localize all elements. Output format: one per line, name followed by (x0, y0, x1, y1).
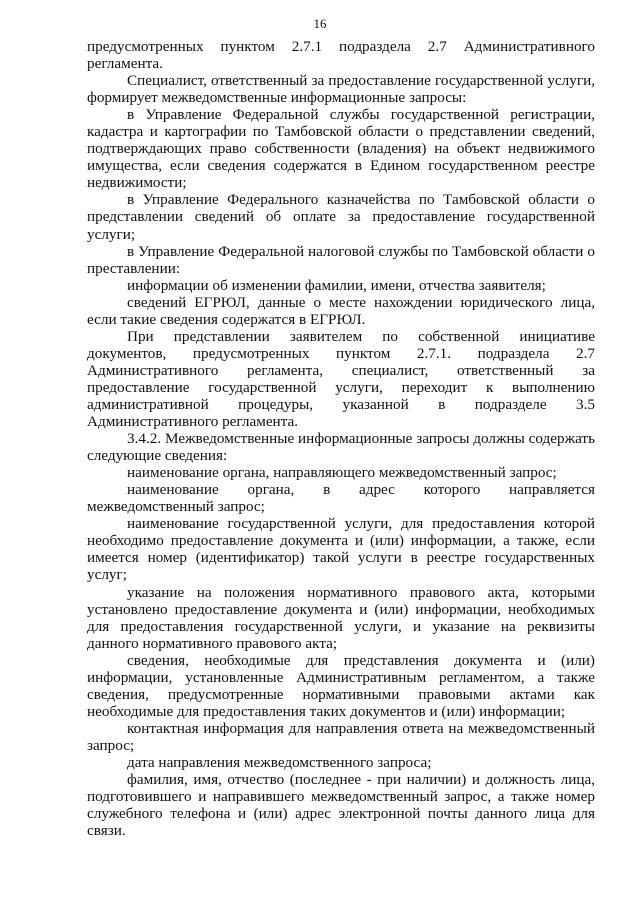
paragraph: 3.4.2. Межведомственные информационные запросы должны содержать следующие сведения: (87, 430, 595, 465)
paragraph: фамилия, имя, отчество (последнее - при наличии) и должность лица, подготовившего и направившего межведомственный запрос, а также номер служебного телефона и (или) адрес электронной почты данного лица для связи. (87, 771, 595, 840)
paragraph: сведения, необходимые для представления документа и (или) информации, установленные Административным регламентом, а также сведения, предусмотренные нормативными правовыми актами как необходимые для предоставления таких документов и (или) информации; (87, 651, 595, 720)
paragraph: в Управление Федеральной налоговой службы по Тамбовской области о преставлении: (87, 242, 595, 277)
paragraph: наименование государственной услуги, для предоставления которой необходимо предоставление документа и (или) информации, а также, если имеется номер (идентификатор) такой услуги в реестре государственных услуг; (87, 515, 595, 584)
paragraph: Специалист, ответственный за предоставление государственной услуги, формирует межведомственные информационные запросы: (87, 72, 595, 107)
paragraph: контактная информация для направления ответа на межведомственный запрос; (87, 719, 595, 754)
paragraph: дата направления межведомственного запроса; (127, 753, 432, 771)
paragraph: в Управление Федерального казначейства по Тамбовской области о представлении сведений об оплате за предоставление государственной услуги; (87, 191, 595, 243)
paragraph: При представлении заявителем по собственной инициативе документов, предусмотренных пунктом 2.7.1. подраздела 2.7 Административного регламента, специалист, ответственный за предоставление государственной услуги, переходит к выполнению административной процедуры, указанной в подразделе 3.5 Административного регламента. (87, 327, 595, 431)
page-number: 16 (313, 16, 327, 31)
paragraph: предусмотренных пунктом 2.7.1 подраздела 2.7 Административного регламента. (87, 38, 595, 73)
document-body (87, 38, 595, 839)
paragraph: указание на положения нормативного правового акта, которыми установлено предоставление документа и (или) информации, необходимых для предоставления государственной услуги, и указание на реквизиты данного нормативного правового акта; (87, 583, 595, 652)
paragraph: сведений ЕГРЮЛ, данные о месте нахождении юридического лица, если такие сведения содержатся в ЕГРЮЛ. (87, 293, 595, 328)
paragraph: наименование органа, в адрес которого направляется межведомственный запрос; (87, 481, 595, 516)
paragraph: в Управление Федеральной службы государственной регистрации, кадастра и картографии по Тамбовской области о представлении сведений, подтверждающих право собственности (владения) на объект недвижимого имущества, если сведения содержатся в Едином государственном реестре недвижимости; (87, 106, 595, 192)
paragraph: наименование органа, направляющего межведомственный запрос; (127, 464, 557, 482)
paragraph: информации об изменении фамилии, имени, отчества заявителя; (127, 276, 546, 294)
